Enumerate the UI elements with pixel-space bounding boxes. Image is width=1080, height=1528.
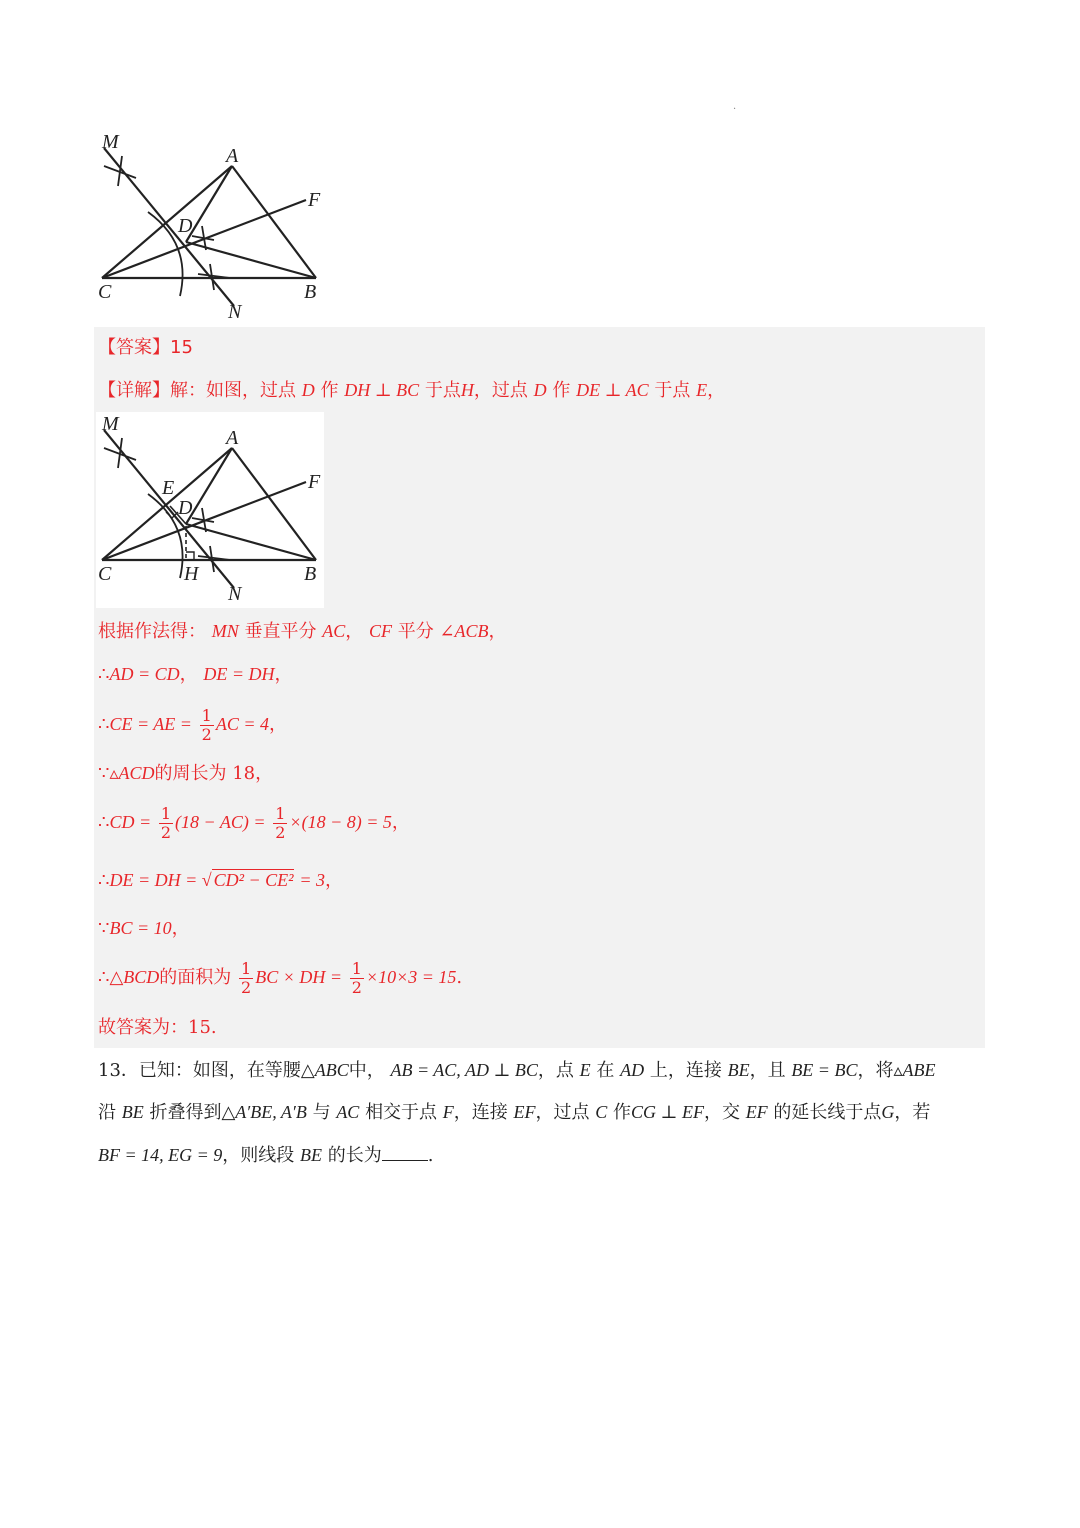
label-M: M xyxy=(102,131,119,153)
segment-CA xyxy=(102,166,232,278)
step-expr: AD = CD xyxy=(109,664,180,684)
q-expr: C xyxy=(595,1102,608,1122)
answer-blank[interactable] xyxy=(382,1142,428,1161)
step-expr: = 3 xyxy=(299,870,325,890)
step-text: 的面积为 xyxy=(159,967,232,988)
step-expr: BC = 10 xyxy=(109,918,172,938)
q-text: 13．已知：如图，在等腰 xyxy=(98,1060,301,1081)
step-text: 平分 xyxy=(397,621,434,642)
detail-text: ， xyxy=(707,380,726,401)
q-text: ，若 xyxy=(894,1102,931,1123)
step-area xyxy=(98,957,462,998)
label-F: F xyxy=(308,471,321,493)
label-N: N xyxy=(228,583,242,605)
q-text: 中， xyxy=(348,1060,385,1081)
therefore-symbol: ∴ xyxy=(98,812,110,833)
label-F: F xyxy=(308,189,321,211)
q-expr: BE xyxy=(300,1145,323,1165)
step-ce-ae xyxy=(98,704,287,745)
q-expr: BE = BC xyxy=(791,1060,858,1080)
step-expr: MN xyxy=(211,621,239,641)
label-A: A xyxy=(226,145,239,167)
segment-AB xyxy=(232,448,316,560)
step-text: ， xyxy=(391,812,410,833)
q-expr: F xyxy=(442,1102,454,1122)
q-text: 沿 xyxy=(98,1102,116,1123)
therefore-symbol: ∴ xyxy=(98,870,110,891)
step-expr: DE = DH = √ xyxy=(109,870,212,890)
q-text: ，点 xyxy=(537,1060,574,1081)
step-text: 垂直平分 xyxy=(244,621,317,642)
final-answer xyxy=(98,1014,217,1042)
right-angle-H xyxy=(186,552,194,560)
q-expr: AB = AC, AD ⊥ BC xyxy=(390,1060,538,1080)
step-expr: CF xyxy=(368,621,392,641)
q-expr: △ABC xyxy=(300,1060,349,1080)
step-expr: △BCD xyxy=(109,967,160,987)
step-text: ， xyxy=(274,664,293,685)
sqrt-expr: CD² − CE² xyxy=(213,870,294,890)
q-expr: EF xyxy=(513,1102,536,1122)
detail-text: 于点 xyxy=(654,380,691,401)
label-A: A xyxy=(226,427,239,449)
step-expr: (18 − AC) = xyxy=(175,812,266,832)
step-cd xyxy=(98,802,410,843)
label-B: B xyxy=(304,563,317,585)
step-expr: DE = DH xyxy=(203,664,275,684)
label-E: E xyxy=(162,477,175,499)
fraction-half: $\frac{1}{2}$ xyxy=(201,705,212,744)
q-expr: ▵ABE xyxy=(893,1060,936,1080)
fraction-half: $\frac{1}{2}$ xyxy=(351,958,362,997)
segment-AB xyxy=(232,166,316,278)
q-expr: EF xyxy=(745,1102,768,1122)
q-text: ，过点 xyxy=(535,1102,590,1123)
q-text: 的延长线于点 xyxy=(773,1102,882,1123)
answer-value: 15 xyxy=(170,337,193,358)
q-expr: CG ⊥ EF xyxy=(631,1102,704,1122)
step-de-dh xyxy=(98,866,343,895)
detail-text: 作 xyxy=(320,380,339,401)
step-text: ， xyxy=(488,621,507,642)
step-text: ， xyxy=(324,870,343,891)
q-expr: AD xyxy=(620,1060,645,1080)
fraction-half: $\frac{1}{2}$ xyxy=(275,803,286,842)
step-expr: CD = xyxy=(109,812,152,832)
q-expr: BF = 14, EG = 9 xyxy=(98,1145,223,1165)
final-answer-text: 故答案为：15. xyxy=(98,1017,217,1038)
detail-text: ，过点 xyxy=(473,380,528,401)
label-D: D xyxy=(178,215,193,237)
q-expr: BE xyxy=(121,1102,144,1122)
detail-point-e: E xyxy=(696,380,708,400)
step-expr: CE = AE = xyxy=(109,714,192,734)
q-text: ，则线段 xyxy=(222,1145,295,1166)
label-D: D xyxy=(178,497,193,519)
figure-2 xyxy=(96,412,324,608)
label-N: N xyxy=(228,301,242,323)
step-expr: ▵ACD xyxy=(109,763,155,783)
step-text: ， xyxy=(345,621,364,642)
detail-expr-de-perp-ac: DE ⊥ AC xyxy=(576,380,649,400)
question-13-line-3 xyxy=(98,1141,433,1170)
step-perimeter xyxy=(98,759,273,788)
step-text: . xyxy=(456,967,463,988)
step-equal-segments xyxy=(98,660,292,689)
q-expr: E xyxy=(579,1060,591,1080)
line-MN xyxy=(104,430,234,588)
step-expr: AC = 4 xyxy=(215,714,269,734)
q-text: ，且 xyxy=(749,1060,786,1081)
question-13-line-1 xyxy=(98,1056,935,1085)
label-M: M xyxy=(102,413,119,435)
q-expr: G xyxy=(881,1102,895,1122)
detail-tag: 【详解】 xyxy=(98,380,170,401)
figure-1 xyxy=(94,126,334,326)
q-expr: AC xyxy=(336,1102,360,1122)
step-construction xyxy=(98,617,507,646)
detail-text: 作 xyxy=(552,380,571,401)
fraction-half: $\frac{1}{2}$ xyxy=(160,803,172,842)
q-text: 相交于点 xyxy=(365,1102,438,1123)
segment-CA xyxy=(102,448,232,560)
step-text: ， xyxy=(269,714,287,735)
q-text: . xyxy=(427,1145,434,1166)
q-text: ，将 xyxy=(857,1060,894,1081)
fraction-half: $\frac{1}{2}$ xyxy=(241,958,252,997)
step-bc xyxy=(98,914,190,943)
step-expr: AC xyxy=(322,621,346,641)
step-expr: ×10×3 = 15 xyxy=(365,967,457,987)
detail-point-d: D xyxy=(301,380,315,400)
therefore-symbol: ∴ xyxy=(98,664,110,685)
detail-expr-dh-perp-bc: DH ⊥ BC xyxy=(344,380,420,400)
step-expr: BC × DH = xyxy=(255,967,343,987)
answer-tag: 【答案】 xyxy=(98,337,170,358)
label-B: B xyxy=(304,281,317,303)
q-text: 在 xyxy=(596,1060,615,1081)
answer-line xyxy=(98,334,193,362)
label-C: C xyxy=(98,563,112,585)
step-text: 根据作法得： xyxy=(98,621,206,642)
step-expr: ×(18 − 8) = 5 xyxy=(289,812,392,832)
q-text: ，连接 xyxy=(453,1102,508,1123)
q-text: 与 xyxy=(312,1102,331,1123)
detail-point-d: D xyxy=(533,380,547,400)
q-text: 的长为 xyxy=(327,1145,382,1166)
q-text: ，交 xyxy=(703,1102,740,1123)
label-H: H xyxy=(184,563,199,585)
step-text: ， xyxy=(179,664,198,685)
label-C: C xyxy=(98,281,112,303)
line-MN xyxy=(104,148,234,306)
q-expr: BE xyxy=(727,1060,750,1080)
because-symbol: ∵ xyxy=(98,918,110,939)
q-text: 折叠得到 xyxy=(149,1102,222,1123)
detail-line xyxy=(98,376,725,405)
detail-text: 于点 xyxy=(424,380,461,401)
top-mark: · xyxy=(733,104,737,115)
detail-text: 解：如图，过点 xyxy=(170,380,296,401)
step-text: 的周长为 18， xyxy=(154,763,274,784)
detail-point-h: H xyxy=(460,380,474,400)
because-symbol: ∵ xyxy=(98,763,110,784)
q-expr: △A′BE, A′B xyxy=(221,1102,307,1122)
q-text: 上，连接 xyxy=(649,1060,722,1081)
therefore-symbol: ∴ xyxy=(98,967,110,988)
step-expr: ∠ACB xyxy=(439,621,489,641)
q-text: 作 xyxy=(613,1102,632,1123)
question-13-line-2 xyxy=(98,1098,930,1127)
therefore-symbol: ∴ xyxy=(98,714,110,735)
step-text: ， xyxy=(171,918,190,939)
